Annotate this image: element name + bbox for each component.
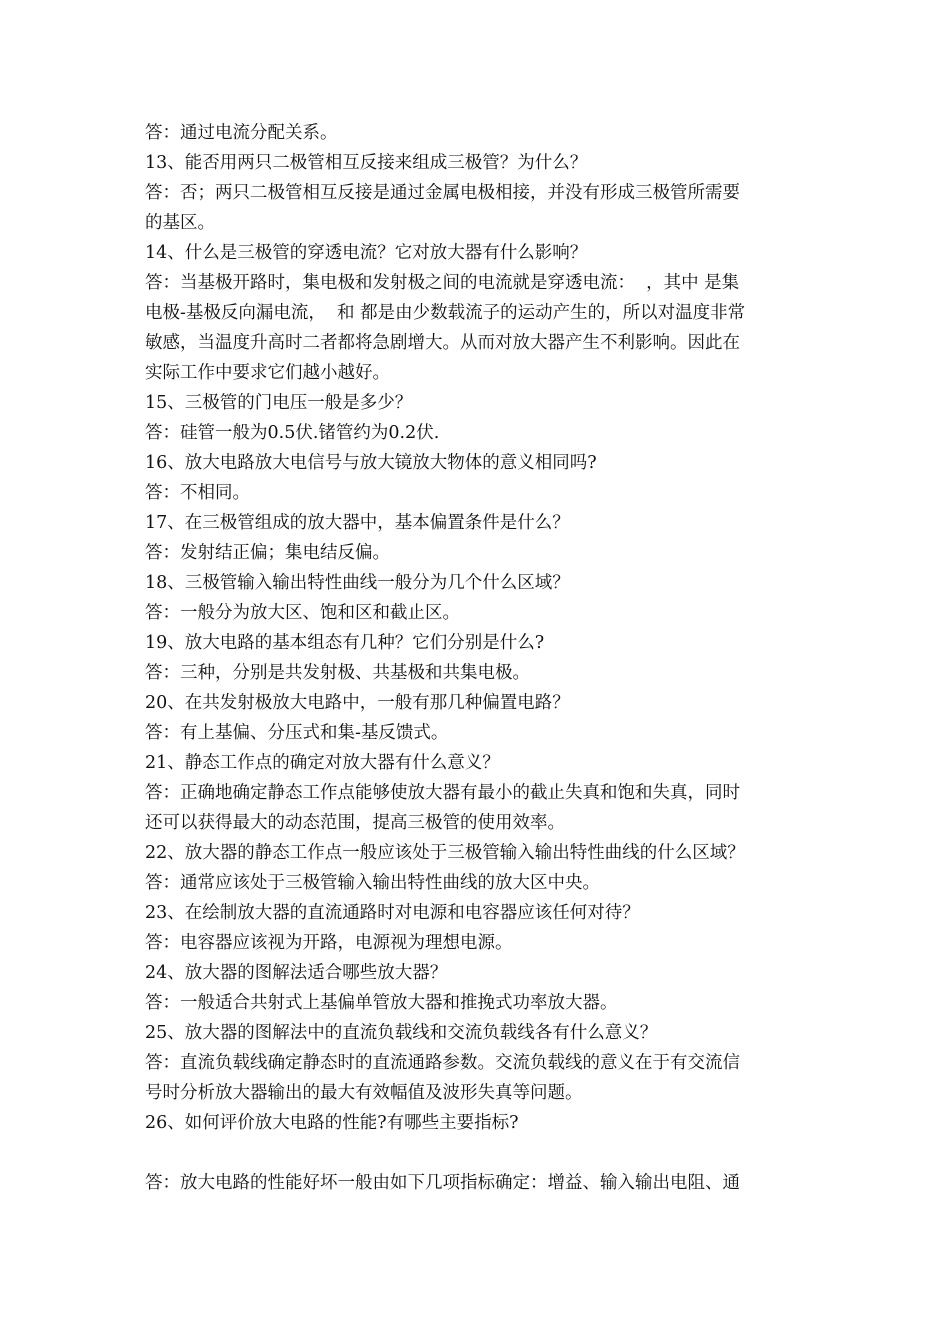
answer-25-line-2: 号时分析放大器输出的最大有效幅值及波形失真等问题。: [145, 1083, 583, 1103]
answer-26-line-1: 答：放大电路的性能好坏一般由如下几项指标确定：增益、输入输出电阻、通: [145, 1173, 740, 1193]
answer-21-line-2: 还可以获得最大的动态范围，提高三极管的使用效率。: [145, 813, 565, 833]
question-21: 21、静态工作点的确定对放大器有什么意义？: [145, 753, 500, 773]
answer-14-line-1: 答：当基极开路时，集电极和发射极之间的电流就是穿透电流： ，其中 是集: [145, 273, 740, 293]
answer-line: 答：通过电流分配关系。: [145, 123, 338, 143]
answer-20: 答：有上基偏、分压式和集-基反馈式。: [145, 723, 449, 743]
question-25: 25、放大器的图解法中的直流负载线和交流负载线各有什么意义？: [145, 1023, 658, 1043]
question-26: 26、如何评价放大电路的性能?有哪些主要指标?: [145, 1113, 519, 1133]
question-14: 14、什么是三极管的穿透电流？它对放大器有什么影响？: [145, 243, 588, 263]
question-24: 24、放大器的图解法适合哪些放大器？: [145, 963, 448, 983]
question-23: 23、在绘制放大器的直流通路时对电源和电容器应该任何对待？: [145, 903, 640, 923]
answer-22: 答：通常应该处于三极管输入输出特性曲线的放大区中央。: [145, 873, 600, 893]
answer-24: 答：一般适合共射式上基偏单管放大器和推挽式功率放大器。: [145, 993, 618, 1013]
answer-15: 答：硅管一般为0.5伏.锗管约为0.2伏.: [145, 423, 440, 443]
answer-17: 答：发射结正偏；集电结反偏。: [145, 543, 390, 563]
answer-18: 答：一般分为放大区、饱和区和截止区。: [145, 603, 460, 623]
question-13: 13、能否用两只二极管相互反接来组成三极管？为什么？: [145, 153, 588, 173]
answer-13-line-1: 答：否；两只二极管相互反接是通过金属电极相接，并没有形成三极管所需要: [145, 183, 740, 203]
answer-14-line-2: 电极-基极反向漏电流， 和 都是由少数载流子的运动产生的，所以对温度非常: [145, 303, 746, 323]
answer-21-line-1: 答：正确地确定静态工作点能够使放大器有最小的截止失真和饱和失真，同时: [145, 783, 740, 803]
question-20: 20、在共发射极放大电路中，一般有那几种偏置电路？: [145, 693, 570, 713]
answer-13-line-2: 的基区。: [145, 213, 215, 233]
document-body: [145, 118, 815, 1198]
question-16: 16、放大电路放大电信号与放大镜放大物体的意义相同吗?: [145, 453, 597, 473]
answer-19: 答：三种，分别是共发射极、共基极和共集电极。: [145, 663, 530, 683]
answer-23: 答：电容器应该视为开路，电源视为理想电源。: [145, 933, 513, 953]
question-17: 17、在三极管组成的放大器中，基本偏置条件是什么？: [145, 513, 570, 533]
answer-25-line-1: 答：直流负载线确定静态时的直流通路参数。交流负载线的意义在于有交流信: [145, 1053, 740, 1073]
answer-14-line-4: 实际工作中要求它们越小越好。: [145, 363, 390, 383]
paragraph-gap: [145, 1138, 815, 1168]
question-22: 22、放大器的静态工作点一般应该处于三极管输入输出特性曲线的什么区域？: [145, 843, 745, 863]
question-19: 19、放大电路的基本组态有几种？它们分别是什么?: [145, 633, 545, 653]
question-15: 15、三极管的门电压一般是多少？: [145, 393, 413, 413]
answer-14-line-3: 敏感，当温度升高时二者都将急剧增大。从而对放大器产生不利影响。因此在: [145, 333, 740, 353]
question-18: 18、三极管输入输出特性曲线一般分为几个什么区域？: [145, 573, 570, 593]
answer-16: 答：不相同。: [145, 483, 250, 503]
